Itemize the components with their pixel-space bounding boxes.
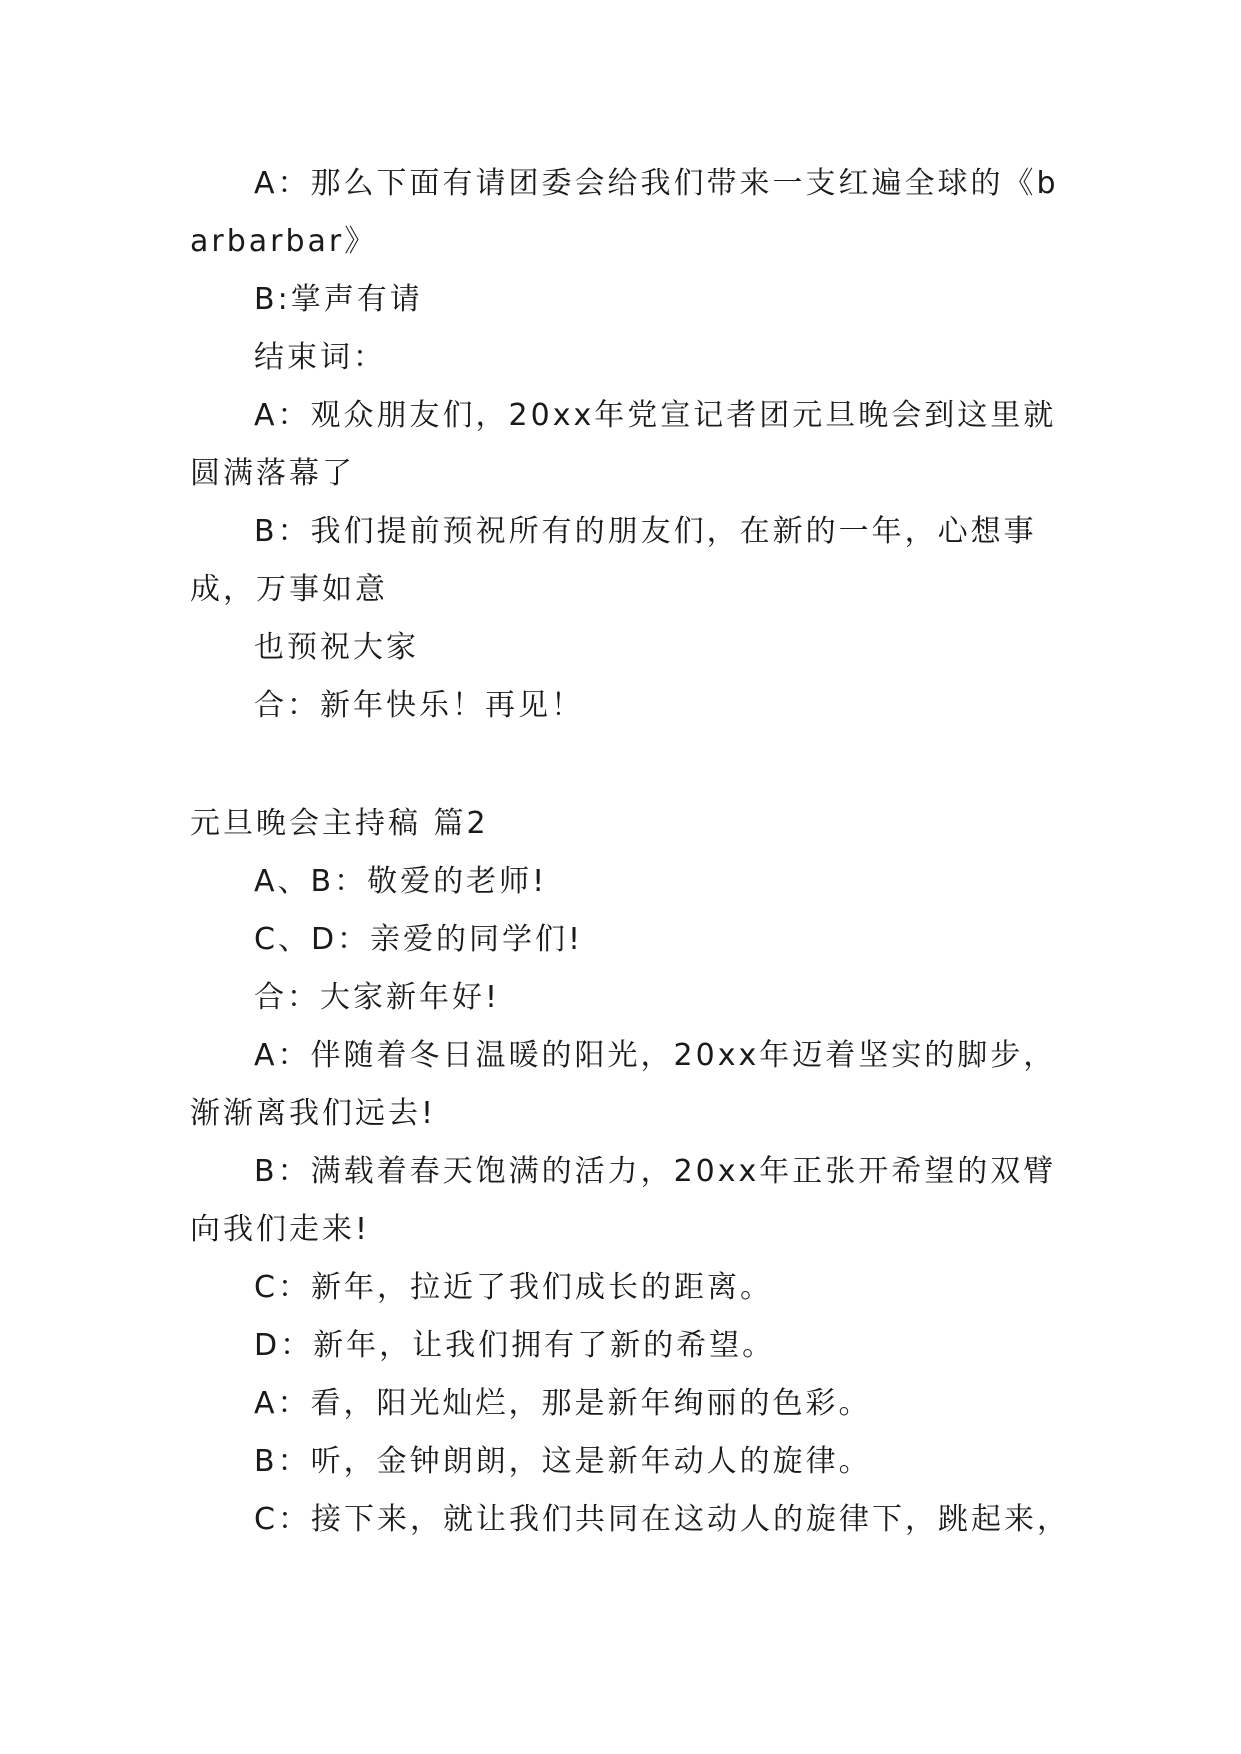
paragraph: D：新年，让我们拥有了新的希望。 xyxy=(254,1328,776,1363)
paragraph: C、D：亲爱的同学们! xyxy=(254,922,584,957)
paragraph: A：看，阳光灿烂，那是新年绚丽的色彩。 xyxy=(254,1386,872,1421)
paragraph: C：接下来，就让我们共同在这动人的旋律下，跳起来， xyxy=(254,1502,1070,1537)
paragraph: A：观众朋友们，20xx年党宣记者团元旦晚会到这里就圆满落幕了 xyxy=(190,398,1057,491)
paragraph: A、B：敬爱的老师! xyxy=(254,864,548,899)
paragraph: B:掌声有请 xyxy=(254,282,423,317)
paragraph: B：听，金钟朗朗，这是新年动人的旋律。 xyxy=(254,1444,872,1479)
paragraph: B：满载着春天饱满的活力，20xx年正张开希望的双臂向我们走来! xyxy=(190,1154,1057,1247)
paragraph: A：那么下面有请团委会给我们带来一支红遍全球的《barbarbar》 xyxy=(190,166,1059,259)
paragraph: B：我们提前预祝所有的朋友们，在新的一年，心想事成，万事如意 xyxy=(190,514,1037,607)
paragraph: C：新年，拉近了我们成长的距离。 xyxy=(254,1270,773,1305)
paragraph: 合：大家新年好! xyxy=(254,980,501,1015)
paragraph: 合：新年快乐！再见！ xyxy=(254,688,584,723)
section-gap xyxy=(190,735,1070,795)
section-heading: 元旦晚会主持稿 篇2 xyxy=(190,806,489,841)
paragraph: 结束词： xyxy=(254,340,386,375)
document-body xyxy=(190,155,1070,1549)
paragraph: A：伴随着冬日温暖的阳光，20xx年迈着坚实的脚步，渐渐离我们远去! xyxy=(190,1038,1057,1131)
paragraph: 也预祝大家 xyxy=(254,630,419,665)
